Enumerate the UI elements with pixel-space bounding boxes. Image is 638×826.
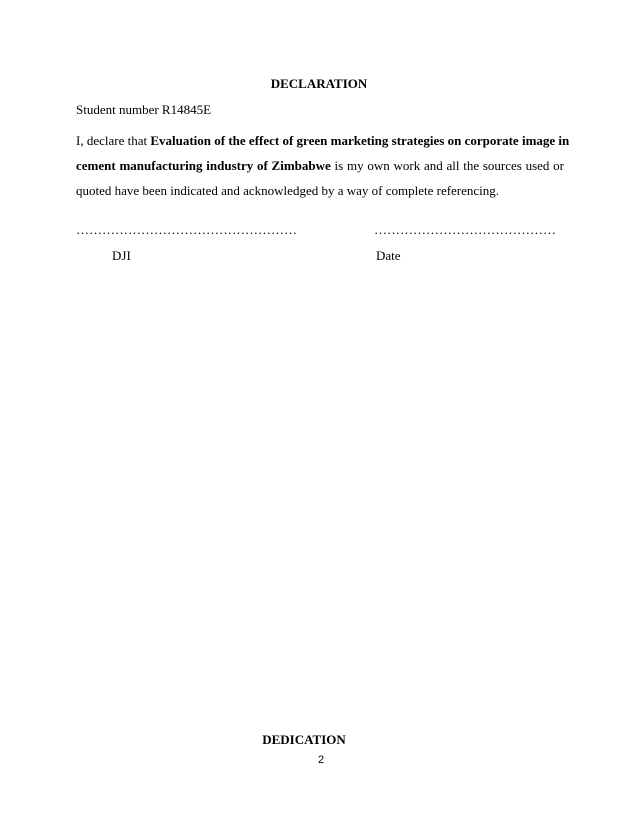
date-label: Date: [376, 248, 401, 263]
thesis-title-part-2: cement manufacturing industry of Zimbabwe: [76, 158, 331, 173]
paragraph-line-2: [76, 153, 564, 178]
paragraph-line-1: [76, 128, 570, 153]
paragraph-line-1-intro: I, declare that: [76, 133, 151, 148]
dedication-heading: DEDICATION: [262, 732, 346, 747]
paragraph-line-2-rest: is my own work and all the sources used or: [330, 158, 564, 173]
thesis-title-part-1: Evaluation of the effect of green marketing strategies on corporate image in: [150, 133, 570, 148]
paragraph-line-3: quoted have been indicated and acknowledged by a way of complete referencing.: [76, 183, 500, 198]
date-dotted-line: ……………………………………: [374, 222, 556, 237]
signature-dotted-line: ……………………………………………: [76, 222, 297, 237]
declaration-paragraph: [76, 128, 570, 203]
declaration-heading: DECLARATION: [270, 76, 368, 91]
signature-label: DJI: [112, 248, 131, 263]
student-number-line: Student number R14845E: [76, 102, 212, 117]
page-number: 2: [317, 754, 325, 766]
